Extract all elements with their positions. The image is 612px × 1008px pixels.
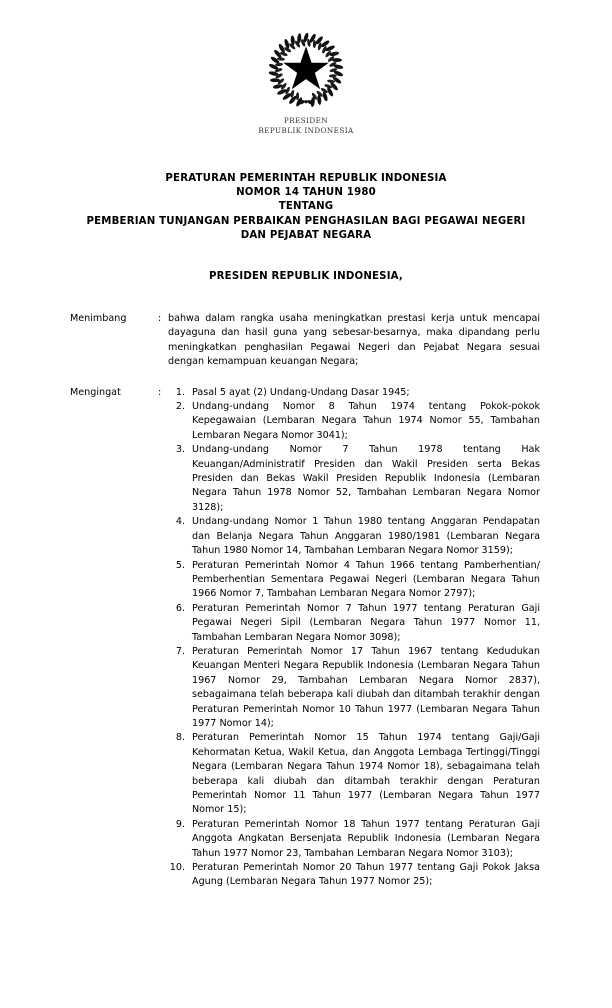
emblem-caption-line-1: PRESIDEN [283, 116, 329, 125]
clause-menimbang [70, 312, 540, 370]
list-item [168, 602, 540, 645]
clause-menimbang-text: bahwa dalam rangka usaha meningkatkan prestasi kerja untuk mencapai dayaguna dan hasil guna yang sebesar-besarnya, maka dipandang perlu meningkatkan penghasilan Pegawai Negeri dan Pejabat Negara sesuai dengan kemampuan keuangan Negara; [168, 313, 540, 368]
clause-colon-mengingat: : [158, 386, 162, 398]
president-heading: PRESIDEN REPUBLIK INDONESIA, [209, 271, 403, 283]
list-item-number: 5. [175, 559, 185, 571]
emblem-caption-line-2: REPUBLIK INDONESIA [258, 126, 354, 135]
document-title-block [0, 172, 612, 243]
list-item-text: Undang-undang Nomor 8 Tahun 1974 tentang Pokok-pokok Kepegawaian (Lembaran Negara Tahun 1974 Nomor 55, Tambahan Lembaran Negara Nomor 3041); [192, 401, 540, 441]
list-item-number: 6. [175, 602, 185, 614]
list-item-text: Peraturan Pemerintah Nomor 20 Tahun 1977 tentang Gaji Pokok Jaksa Agung (Lembaran Negara Tahun 1977 Nomor 25); [192, 862, 540, 888]
clause-body-mengingat [168, 386, 540, 890]
list-item-number: 7. [175, 645, 185, 657]
list-item-number: 1. [175, 386, 185, 398]
mengingat-list [168, 386, 540, 890]
emblem-caption [0, 116, 612, 136]
list-item-text: Peraturan Pemerintah Nomor 4 Tahun 1966 tentang Pamberhentian/ Pemberhentian Sementara Pegawai Negeri (Lembaran Negara Tahun 1966 Nomor 7, Tambahan Lembaran Negara Nomor 2797); [192, 559, 540, 600]
list-item-text: Undang-undang Nomor 7 Tahun 1978 tentang Hak Keuangan/Administratif Presiden dan Wakil Presiden serta Bekas Presiden dan Bekas Wakil Presiden Republik Indonesia (Lembaran Negara Tahun 1978 Nomor 52, Tambahan Lembaran Negara Nomor 3128); [192, 444, 540, 513]
clause-label-menimbang: Menimbang [70, 313, 127, 325]
clause-body-menimbang [168, 312, 540, 370]
list-item [168, 818, 540, 861]
list-item [168, 645, 540, 731]
list-item [168, 861, 540, 890]
list-item [168, 515, 540, 558]
list-item-text: Peraturan Pemerintah Nomor 17 Tahun 1967 tentang Kedudukan Keuangan Menteri Negara Republik Indonesia (Lembaran Negara Tahun 1967 Nomor 29, Tambahan Lembaran Negara Nomor 2837), sebagaimana telah beberapa kali diubah dan ditambah terakhir dengan Peraturan Pemerintah Nomor 10 Tahun 1977 (Lembaran Negara Tahun 1977 Nomor 14); [192, 645, 540, 729]
list-item-text: Pasal 5 ayat (2) Undang-Undang Dasar 1945; [192, 386, 410, 398]
list-item [168, 559, 540, 602]
clause-colon-menimbang: : [158, 313, 162, 325]
list-item-number: 4. [175, 516, 185, 528]
list-item-number: 2. [175, 401, 185, 413]
clause-mengingat [70, 386, 540, 890]
title-line-tentang: TENTANG [278, 201, 334, 213]
clause-label-mengingat: Mengingat [70, 386, 121, 398]
title-line-regulation: PERATURAN PEMERINTAH REPUBLIK INDONESIA [165, 173, 447, 184]
list-item-number: 8. [175, 732, 185, 744]
list-item-number: 9. [175, 818, 185, 830]
title-line-number: NOMOR 14 TAHUN 1980 [236, 187, 376, 199]
list-item [168, 400, 540, 443]
title-line-subject-2: DAN PEJABAT NEGARA [240, 229, 372, 241]
list-item-number: 10. [169, 862, 185, 874]
list-item-text: Peraturan Pemerintah Nomor 18 Tahun 1977 tentang Peraturan Gaji Anggota Angkatan Bersenjata Republik Indonesia (Lembaran Negara Tahun 1977 Nomor 23, Tambahan Lembaran Negara Nomor 3103); [192, 818, 540, 859]
emblem-block [0, 0, 612, 136]
list-item-text: Peraturan Pemerintah Nomor 7 Tahun 1977 tentang Peraturan Gaji Pegawai Negeri Sipil (Lembaran Negara Tahun 1977 Nomor 11, Tambahan Lembaran Negara Nomor 3098); [192, 602, 540, 643]
list-item-number: 3. [175, 444, 185, 456]
list-item [168, 731, 540, 817]
list-item [168, 443, 540, 515]
garuda-star-wreath-emblem-icon [0, 32, 612, 112]
title-line-subject-1: PEMBERIAN TUNJANGAN PERBAIKAN PENGHASILAN BAGI PEGAWAI NEGERI [86, 215, 526, 227]
list-item [168, 386, 540, 400]
list-item-text: Undang-undang Nomor 1 Tahun 1980 tentang Anggaran Pendapatan dan Belanja Negara Tahun Anggaran 1980/1981 (Lembaran Negara Tahun 1980 Nomor 14, Tambahan Lembaran Negara Nomor 3159); [192, 516, 540, 557]
clauses-section [0, 312, 612, 890]
list-item-text: Peraturan Pemerintah Nomor 15 Tahun 1974 tentang Gaji/Gaji Kehormatan Ketua, Wakil Ketua, dan Anggota Lembaga Tertinggi/Tinggi Negara (Lembaran Negara Tahun 1974 Nomor 18), sebagaimana telah beberapa kali diubah dan ditambah terakhir dengan Peraturan Pemerintah Nomor 11 Tahun 1977 (Lembaran Negara Tahun 1977 Nomor 15); [192, 732, 540, 816]
